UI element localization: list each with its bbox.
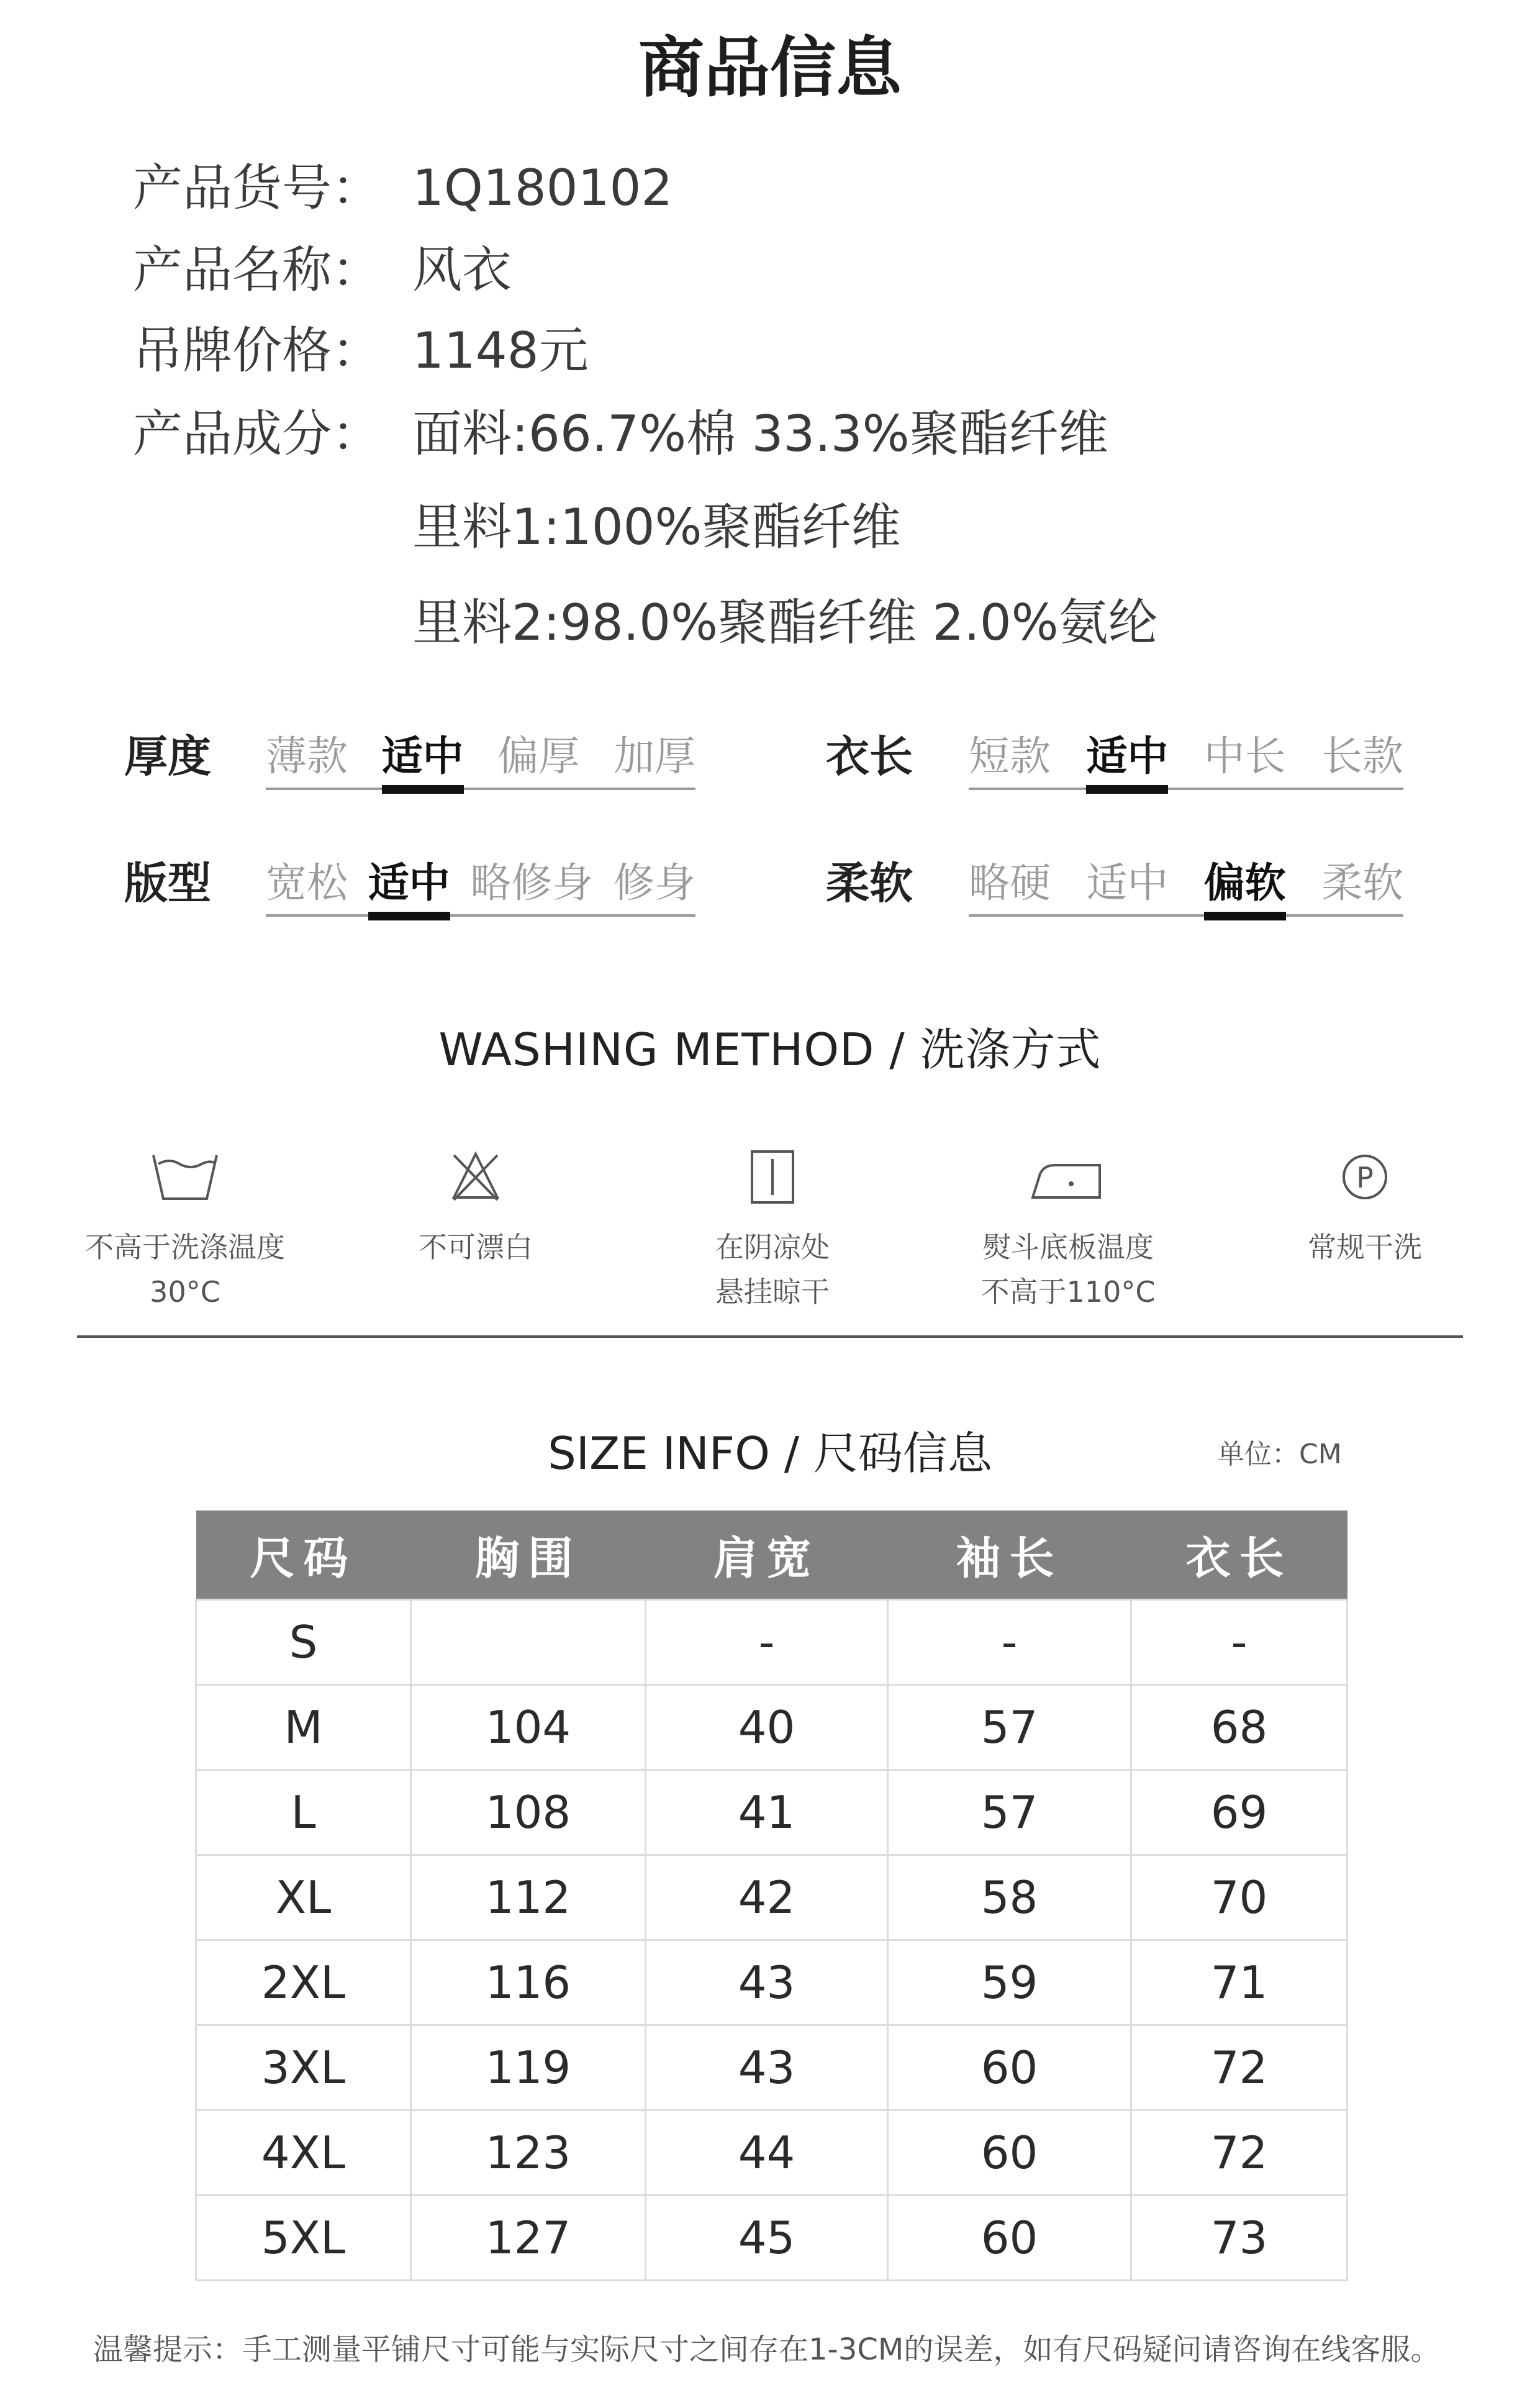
header-size: 尺码 xyxy=(196,1510,411,1600)
cell-size: 3XL xyxy=(196,2025,411,2110)
info-sku-label: 产品货号： xyxy=(133,159,381,217)
cell-size: 5XL xyxy=(196,2196,411,2281)
cell-shoulder: 44 xyxy=(646,2110,888,2196)
wash-text-line1: 不高于洗涤温度 xyxy=(85,1230,285,1264)
size-title: SIZE INFO / 尺码信息 xyxy=(548,1427,992,1479)
thickness-option: 加厚 xyxy=(613,732,695,780)
fit-option: 宽松 xyxy=(266,859,348,907)
measurement-tip: 温馨提示：手工测量平铺尺寸可能与实际尺寸之间存在1-3CM的误差，如有尺码疑问请咨询在线客服。 xyxy=(93,2332,1441,2367)
info-price-value: 1148元 xyxy=(412,322,589,379)
cell-size: L xyxy=(196,1770,411,1855)
softness-label: 柔软 xyxy=(826,858,913,909)
cell-length: - xyxy=(1131,1600,1348,1685)
cell-length: 72 xyxy=(1131,2025,1348,2110)
table-row xyxy=(196,2110,1348,2196)
cell-sleeve: - xyxy=(888,1600,1131,1685)
svg-text:P: P xyxy=(1356,1161,1374,1194)
wash-tub-icon xyxy=(145,1143,225,1211)
cell-shoulder: - xyxy=(646,1600,888,1685)
drip-dry-shade-icon xyxy=(732,1143,813,1211)
cell-length: 71 xyxy=(1131,1940,1348,2025)
length-option: 短款 xyxy=(969,732,1051,780)
washing-divider xyxy=(77,1335,1463,1338)
info-sku-value: 1Q180102 xyxy=(412,159,673,217)
cell-sleeve: 57 xyxy=(888,1770,1131,1855)
cell-shoulder: 41 xyxy=(646,1770,888,1855)
length-label: 衣长 xyxy=(826,731,913,782)
table-row xyxy=(196,1770,1348,1855)
cell-chest: 119 xyxy=(411,2025,646,2110)
cell-shoulder: 43 xyxy=(646,1940,888,2025)
wash-text-line1: 不可漂白 xyxy=(419,1230,533,1264)
page-title: 商品信息 xyxy=(638,30,902,106)
washing-title: WASHING METHOD / 洗涤方式 xyxy=(438,1024,1102,1076)
wash-item-iron xyxy=(938,1143,1198,1314)
info-sku-row xyxy=(133,148,1437,229)
table-row xyxy=(196,1685,1348,1770)
cell-sleeve: 60 xyxy=(888,2025,1131,2110)
thickness-label: 厚度 xyxy=(124,731,211,782)
info-composition-row xyxy=(133,394,1437,475)
cell-chest: 123 xyxy=(411,2110,646,2196)
thickness-option: 偏厚 xyxy=(497,732,580,780)
thickness-scale xyxy=(266,725,695,790)
softness-option: 略硬 xyxy=(969,859,1051,907)
wash-text-line1: 熨斗底板温度 xyxy=(982,1230,1154,1264)
wash-text-line1: 在阴凉处 xyxy=(715,1230,830,1264)
cell-length: 73 xyxy=(1131,2196,1348,2281)
cell-chest xyxy=(411,1600,646,1685)
table-row xyxy=(196,1855,1348,1940)
cell-sleeve: 60 xyxy=(888,2110,1131,2196)
info-price-label: 吊牌价格： xyxy=(133,322,381,379)
info-name-row xyxy=(133,230,1437,311)
cell-length: 70 xyxy=(1131,1855,1348,1940)
softness-option: 适中 xyxy=(1086,859,1169,907)
info-name-value: 风衣 xyxy=(412,241,512,299)
cell-size: S xyxy=(196,1600,411,1685)
length-option: 长款 xyxy=(1321,732,1403,780)
cell-chest: 127 xyxy=(411,2196,646,2281)
table-row xyxy=(196,2196,1348,2281)
cell-chest: 104 xyxy=(411,1685,646,1770)
cell-size: 2XL xyxy=(196,1940,411,2025)
composition-line-3: 里料2:98.0%聚酯纤维 2.0%氨纶 xyxy=(412,594,1158,652)
wash-item-temperature xyxy=(55,1143,315,1314)
header-shoulder: 肩宽 xyxy=(646,1510,888,1600)
header-chest: 胸围 xyxy=(411,1510,646,1600)
softness-scale xyxy=(969,852,1403,917)
cell-size: M xyxy=(196,1685,411,1770)
info-name-label: 产品名称： xyxy=(133,241,381,299)
fit-label: 版型 xyxy=(124,858,211,909)
cell-chest: 108 xyxy=(411,1770,646,1855)
thickness-option: 薄款 xyxy=(266,732,348,780)
dry-clean-p-icon xyxy=(1325,1143,1405,1211)
info-composition-label: 产品成分： xyxy=(133,405,381,463)
composition-line-1: 面料:66.7%棉 33.3%聚酯纤维 xyxy=(412,405,1108,463)
table-row xyxy=(196,2025,1348,2110)
fit-option: 略修身 xyxy=(470,859,594,907)
wash-item-no-bleach xyxy=(345,1143,606,1270)
cell-sleeve: 57 xyxy=(888,1685,1131,1770)
fit-option-selected: 适中 xyxy=(368,852,450,914)
wash-text-line1: 常规干洗 xyxy=(1308,1230,1422,1264)
size-unit: 单位：CM xyxy=(1217,1438,1342,1470)
wash-text-line2: 不高于110°C xyxy=(981,1275,1156,1309)
cell-length: 68 xyxy=(1131,1685,1348,1770)
cell-sleeve: 59 xyxy=(888,1940,1131,2025)
cell-chest: 112 xyxy=(411,1855,646,1940)
cell-length: 72 xyxy=(1131,2110,1348,2196)
fit-scale xyxy=(266,852,695,917)
size-table xyxy=(195,1510,1348,2281)
softness-option: 柔软 xyxy=(1321,859,1403,907)
cell-shoulder: 43 xyxy=(646,2025,888,2110)
size-header-row xyxy=(196,1510,1348,1600)
iron-icon xyxy=(1028,1143,1108,1211)
cell-shoulder: 40 xyxy=(646,1685,888,1770)
softness-option-selected: 偏软 xyxy=(1204,852,1286,914)
cell-size: XL xyxy=(196,1855,411,1940)
length-option-selected: 适中 xyxy=(1086,725,1168,788)
table-row xyxy=(196,1600,1348,1685)
length-scale xyxy=(969,725,1403,790)
header-length: 衣长 xyxy=(1131,1510,1348,1600)
cell-shoulder: 45 xyxy=(646,2196,888,2281)
wash-item-shade-dry xyxy=(642,1143,903,1314)
cell-size: 4XL xyxy=(196,2110,411,2196)
cell-sleeve: 58 xyxy=(888,1855,1131,1940)
wash-text-line2: 悬挂晾干 xyxy=(715,1275,830,1309)
wash-item-dry-clean xyxy=(1234,1143,1495,1270)
no-bleach-icon xyxy=(435,1143,516,1211)
wash-text-line2: 30°C xyxy=(150,1275,220,1309)
info-price-row xyxy=(133,311,1437,391)
cell-length: 69 xyxy=(1131,1770,1348,1855)
header-sleeve: 袖长 xyxy=(888,1510,1131,1600)
table-row xyxy=(196,1940,1348,2025)
cell-chest: 116 xyxy=(411,1940,646,2025)
length-option: 中长 xyxy=(1203,732,1286,780)
thickness-option-selected: 适中 xyxy=(382,725,464,788)
cell-shoulder: 42 xyxy=(646,1855,888,1940)
composition-line-2: 里料1:100%聚酯纤维 xyxy=(412,498,901,556)
cell-sleeve: 60 xyxy=(888,2196,1131,2281)
fit-option: 修身 xyxy=(613,859,695,907)
